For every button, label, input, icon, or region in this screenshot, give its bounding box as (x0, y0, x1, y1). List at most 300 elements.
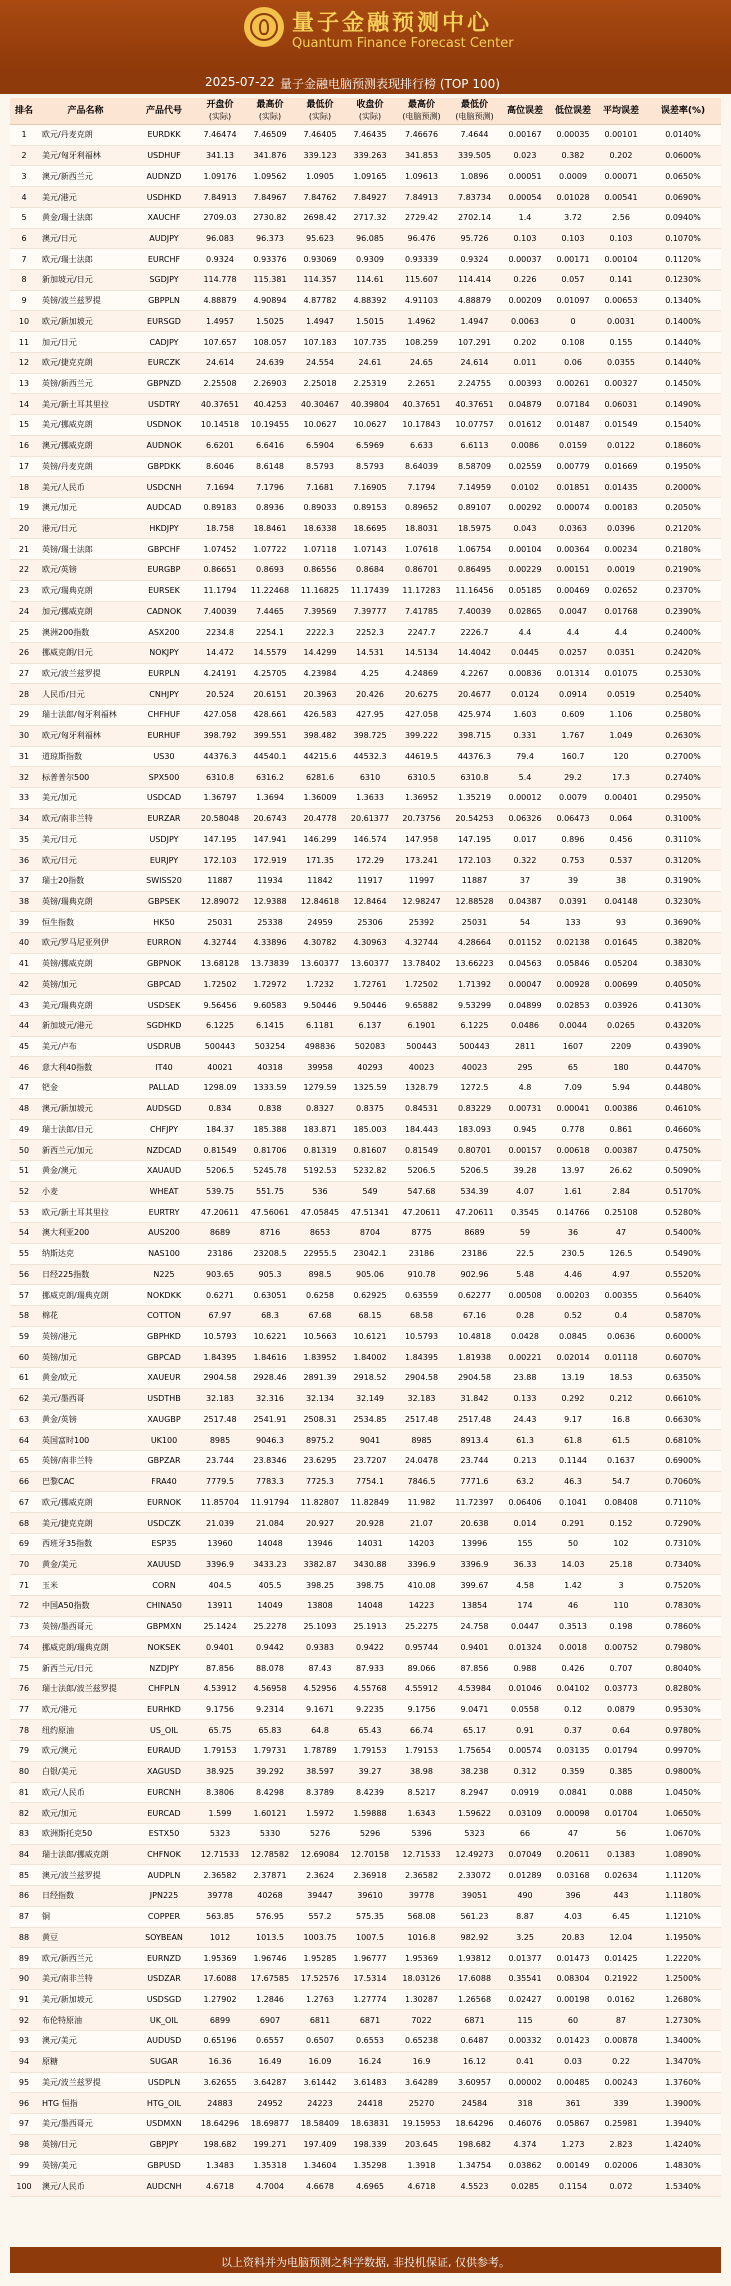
column-header-label: 低位误差 (554, 105, 591, 116)
table-cell: 0.93376 (245, 249, 295, 270)
table-cell: XAGUSD (133, 1761, 195, 1782)
table-cell: 21.039 (195, 1513, 245, 1534)
table-cell: 8.87 (501, 1906, 549, 1927)
table-cell: GBPMXN (133, 1616, 195, 1637)
table-cell: 2709.03 (195, 207, 245, 228)
column-header-label: 误差率(%) (660, 105, 706, 116)
table-cell: 13.73839 (245, 953, 295, 974)
table-cell: 5245.78 (245, 1160, 295, 1181)
table-cell: EURTRY (133, 1202, 195, 1223)
table-cell: 12.71533 (195, 1844, 245, 1865)
table-cell: 美元/匈牙利福林 (38, 145, 133, 166)
table-cell: 7.1681 (295, 477, 345, 498)
table-cell: 110 (597, 1596, 645, 1617)
table-cell: 4.28664 (448, 933, 501, 954)
table-cell: 23208.5 (245, 1243, 295, 1264)
table-cell: 12.70158 (345, 1844, 395, 1865)
table-cell: 23186 (395, 1243, 448, 1264)
table-cell: 0.0447 (501, 1616, 549, 1637)
table-cell: 0.01435 (597, 477, 645, 498)
table-cell: 0.81706 (245, 1140, 295, 1161)
table-cell: 410.08 (395, 1575, 448, 1596)
table-cell: 0.01075 (597, 663, 645, 684)
table-cell: SWISS20 (133, 870, 195, 891)
table-cell: 197.409 (295, 2134, 345, 2155)
table-cell: 1.93812 (448, 1948, 501, 1969)
table-cell: 107.291 (448, 332, 501, 353)
table-cell: 黄豆 (38, 1927, 133, 1948)
table-cell: 0.9800% (645, 1761, 721, 1782)
table-cell: 30 (10, 725, 38, 746)
table-cell: 1.79153 (395, 1741, 448, 1762)
table-cell: 561.23 (448, 1906, 501, 1927)
table-cell: 小麦 (38, 1181, 133, 1202)
table-cell: 0.02634 (597, 1865, 645, 1886)
table-row (10, 1430, 721, 1451)
table-cell: 6310.5 (395, 767, 448, 788)
table-cell: USDSGD (133, 1989, 195, 2010)
table-cell: WHEAT (133, 1181, 195, 1202)
table-cell: 8716 (245, 1223, 295, 1244)
table-cell: 1.26568 (448, 1989, 501, 2010)
table-cell: 9.2235 (345, 1699, 395, 1720)
table-cell: 1.59622 (448, 1803, 501, 1824)
table-cell: 1.7232 (295, 974, 345, 995)
table-cell: 0.07049 (501, 1844, 549, 1865)
table-cell: 0.00327 (597, 373, 645, 394)
table-cell: 9.1756 (195, 1699, 245, 1720)
table-cell: 82 (10, 1803, 38, 1824)
table-cell: 16 (10, 435, 38, 456)
table-cell: 0.1450% (645, 373, 721, 394)
table-cell: 10.6221 (245, 1326, 295, 1347)
table-cell: 0.202 (501, 332, 549, 353)
table-cell: 9.0471 (448, 1699, 501, 1720)
table-cell: 12.9388 (245, 891, 295, 912)
title-bar (0, 70, 731, 94)
table-cell: 47.20611 (448, 1202, 501, 1223)
table-cell: 36 (549, 1223, 597, 1244)
table-cell: 11842 (295, 870, 345, 891)
column-header (645, 98, 721, 125)
table-cell: 17.5314 (345, 1968, 395, 1989)
table-cell: 64 (10, 1430, 38, 1451)
table-cell: 398.25 (295, 1575, 345, 1596)
table-cell: 0.8936 (245, 497, 295, 518)
table-cell: 46.3 (549, 1471, 597, 1492)
table-cell: 0.896 (549, 829, 597, 850)
table-cell: 92 (10, 2010, 38, 2031)
table-cell: 0.778 (549, 1119, 597, 1140)
table-cell: 0.043 (501, 518, 549, 539)
table-cell: 2730.82 (245, 207, 295, 228)
table-cell: 英镑/波兰兹罗提 (38, 290, 133, 311)
table-cell: 85 (10, 1865, 38, 1886)
table-cell: 0.01377 (501, 1948, 549, 1969)
table-cell: 398.792 (195, 725, 245, 746)
table-cell: 1.96746 (245, 1948, 295, 1969)
table-cell: 0.5280% (645, 1202, 721, 1223)
table-cell: 英镑/加元 (38, 974, 133, 995)
table-cell: 1.5025 (245, 311, 295, 332)
table-cell: 2.36582 (195, 1865, 245, 1886)
table-cell: 0.0636 (597, 1326, 645, 1347)
table-cell: 185.388 (245, 1119, 295, 1140)
table-cell: 10.0627 (295, 415, 345, 436)
table-cell: 0.02006 (597, 2155, 645, 2176)
table-cell: 7754.1 (345, 1471, 395, 1492)
table-cell: 0.03926 (597, 995, 645, 1016)
table-cell: 18.6695 (345, 518, 395, 539)
table-cell: 钯金 (38, 1078, 133, 1099)
table-cell: 0.89153 (345, 497, 395, 518)
table-cell: 27 (10, 663, 38, 684)
table-cell: 0.385 (597, 1761, 645, 1782)
table-row (10, 684, 721, 705)
table-cell: 0.707 (597, 1658, 645, 1679)
table-cell: 0.2390% (645, 601, 721, 622)
table-cell: 982.92 (448, 1927, 501, 1948)
table-cell: 0.2190% (645, 560, 721, 581)
table-cell: 5396 (395, 1823, 448, 1844)
table-cell: 70 (10, 1554, 38, 1575)
table-cell: 60 (549, 2010, 597, 2031)
table-cell: 24883 (195, 2093, 245, 2114)
table-cell: GBPSEK (133, 891, 195, 912)
table-cell: CHFJPY (133, 1119, 195, 1140)
table-cell: 48 (10, 1098, 38, 1119)
table-cell: 114.778 (195, 270, 245, 291)
quantum-logo-icon (244, 7, 284, 47)
table-cell: 32 (10, 767, 38, 788)
table-cell: 13.19 (549, 1368, 597, 1389)
table-cell: 0.35541 (501, 1968, 549, 1989)
table-cell: 10.5663 (295, 1326, 345, 1347)
table-cell: 427.058 (195, 705, 245, 726)
table-cell: 0.0044 (549, 1015, 597, 1036)
table-cell: 44376.3 (195, 746, 245, 767)
table-cell: 新西兰元/日元 (38, 1658, 133, 1679)
table-row (10, 1451, 721, 1472)
table-cell: 0.03109 (501, 1803, 549, 1824)
table-cell: 5296 (345, 1823, 395, 1844)
table-cell: USDTHB (133, 1388, 195, 1409)
table-cell: 96.476 (395, 228, 448, 249)
table-cell: 0.0351 (597, 642, 645, 663)
table-cell: 114.414 (448, 270, 501, 291)
table-cell: 0.04387 (501, 891, 549, 912)
table-cell: 13946 (295, 1533, 345, 1554)
table-cell: 18.8461 (245, 518, 295, 539)
table-cell: 58 (10, 1305, 38, 1326)
table-cell: 12.04 (597, 1927, 645, 1948)
table-cell: 10.6121 (345, 1326, 395, 1347)
table-cell: 0.1041 (549, 1492, 597, 1513)
table-cell: 25306 (345, 912, 395, 933)
table-cell: 6811 (295, 2010, 345, 2031)
table-cell: 恒生指数 (38, 912, 133, 933)
table-cell: IT40 (133, 1057, 195, 1078)
table-row (10, 1015, 721, 1036)
table-cell: 17 (10, 456, 38, 477)
table-cell: 0.22 (597, 2051, 645, 2072)
table-cell: 0.2420% (645, 642, 721, 663)
table-cell: GBPZAR (133, 1451, 195, 1472)
column-header-label: 排名 (14, 105, 33, 116)
table-cell: 0.9401 (448, 1637, 501, 1658)
table-cell: 0.06031 (597, 394, 645, 415)
table-cell: 339.505 (448, 145, 501, 166)
table-cell: 1.5340% (645, 2176, 721, 2197)
table-cell: 2254.1 (245, 622, 295, 643)
table-cell: 0.00151 (549, 560, 597, 581)
table-cell: 25.1093 (295, 1616, 345, 1637)
table-cell: 38 (597, 870, 645, 891)
table-cell: 20.6743 (245, 808, 295, 829)
table-cell: 0.023 (501, 145, 549, 166)
table-cell: 7.46435 (345, 125, 395, 146)
table-cell: 115.607 (395, 270, 448, 291)
table-cell: 7.09 (549, 1078, 597, 1099)
table-cell: 欧元/加元 (38, 1803, 133, 1824)
table-cell: 0.2700% (645, 746, 721, 767)
table-cell: 0.5400% (645, 1223, 721, 1244)
table-row (10, 622, 721, 643)
table-cell: USDPLN (133, 2072, 195, 2093)
table-cell: 0.6810% (645, 1430, 721, 1451)
table-cell: 7.46474 (195, 125, 245, 146)
table-cell: 425.974 (448, 705, 501, 726)
table-cell: 纳斯达克 (38, 1243, 133, 1264)
table-cell: SPX500 (133, 767, 195, 788)
table-cell: 16.8 (597, 1409, 645, 1430)
table-cell: 0.202 (597, 145, 645, 166)
table-cell: 184.443 (395, 1119, 448, 1140)
table-cell: 美元/港元 (38, 187, 133, 208)
table-row (10, 746, 721, 767)
table-cell: 0.7860% (645, 1616, 721, 1637)
table-cell: 0.0063 (501, 311, 549, 332)
table-cell: 10.14518 (195, 415, 245, 436)
table-cell: 7.39569 (295, 601, 345, 622)
table-cell: 0.834 (195, 1098, 245, 1119)
table-cell: 0.03 (549, 2051, 597, 2072)
table-cell: 8.5217 (395, 1782, 448, 1803)
table-cell: 61 (10, 1368, 38, 1389)
table-cell: 6.45 (597, 1906, 645, 1927)
table-cell: 1.273 (549, 2134, 597, 2155)
table-row (10, 1741, 721, 1762)
table-cell: 4.91103 (395, 290, 448, 311)
table-cell: 0.1144 (549, 1451, 597, 1472)
table-cell: 4 (10, 187, 38, 208)
table-cell: 0.6900% (645, 1451, 721, 1472)
table-cell: 0.2580% (645, 705, 721, 726)
table-cell: 8.58709 (448, 456, 501, 477)
table-cell: 1.36797 (195, 788, 245, 809)
table-cell: 2.2651 (395, 373, 448, 394)
table-cell: 英镑/挪威克朗 (38, 953, 133, 974)
table-cell: 16.09 (295, 2051, 345, 2072)
table-row (10, 953, 721, 974)
table-cell: 2222.3 (295, 622, 345, 643)
table-cell: 8.5793 (295, 456, 345, 477)
table-cell: USDJPY (133, 829, 195, 850)
table-cell: 11.82849 (345, 1492, 395, 1513)
table-cell: 9046.3 (245, 1430, 295, 1451)
table-cell: 10.5793 (395, 1326, 448, 1347)
table-cell: 0.00234 (597, 539, 645, 560)
table-cell: 24418 (345, 2093, 395, 2114)
table-cell: 黄金/英镑 (38, 1409, 133, 1430)
table-cell: 0.01423 (549, 2031, 597, 2052)
table-cell: 0.945 (501, 1119, 549, 1140)
table-cell: 39.292 (245, 1761, 295, 1782)
table-cell: 13.60377 (345, 953, 395, 974)
table-cell: 68.3 (245, 1305, 295, 1326)
table-cell: SOYBEAN (133, 1927, 195, 1948)
table-cell: 1.4962 (395, 311, 448, 332)
table-cell: 4.90894 (245, 290, 295, 311)
table-cell: EURZAR (133, 808, 195, 829)
table-cell: 0.1340% (645, 290, 721, 311)
table-cell: 0.8040% (645, 1658, 721, 1679)
table-cell: 1.27902 (195, 1989, 245, 2010)
table-cell: 1.42 (549, 1575, 597, 1596)
table-cell: 0.212 (597, 1388, 645, 1409)
table-cell: 0.00047 (501, 974, 549, 995)
table-cell: 3.64289 (395, 2072, 448, 2093)
table-cell: 22 (10, 560, 38, 581)
table-cell: XAUGBP (133, 1409, 195, 1430)
table-cell: 0.00041 (549, 1098, 597, 1119)
table-cell: 8 (10, 270, 38, 291)
table-cell: 0.86556 (295, 560, 345, 581)
table-cell: 61.5 (597, 1430, 645, 1451)
table-cell: 0.4480% (645, 1078, 721, 1099)
table-cell: 0.0391 (549, 891, 597, 912)
table-cell: 0.8280% (645, 1678, 721, 1699)
table-cell: 77 (10, 1699, 38, 1720)
table-cell: 25270 (395, 2093, 448, 2114)
table-row (10, 974, 721, 995)
table-cell: 瑞士法郎/挪威克朗 (38, 1844, 133, 1865)
table-cell: EURGBP (133, 560, 195, 581)
table-cell: 39447 (295, 1886, 345, 1907)
table-cell: 1.3633 (345, 788, 395, 809)
table-cell: 68.15 (345, 1305, 395, 1326)
table-cell: 341.13 (195, 145, 245, 166)
table-cell: 0.0558 (501, 1699, 549, 1720)
table-cell: 75 (10, 1658, 38, 1679)
table-cell: 93 (597, 912, 645, 933)
table-cell: 18.64296 (448, 2114, 501, 2135)
table-cell: 2517.48 (448, 1409, 501, 1430)
table-row (10, 518, 721, 539)
table-row (10, 270, 721, 291)
table-cell: 1.3940% (645, 2114, 721, 2135)
table-cell: 20.73756 (395, 808, 448, 829)
table-cell: 61.3 (501, 1430, 549, 1451)
table-cell: 美元/人民币 (38, 477, 133, 498)
table-cell: 0.01152 (501, 933, 549, 954)
table-cell: 68 (10, 1513, 38, 1534)
table-cell: 澳元/波兰兹罗提 (38, 1865, 133, 1886)
column-header-label: 最高价 (407, 100, 435, 110)
table-row (10, 2134, 721, 2155)
table-header-row (10, 98, 721, 125)
table-cell: 88.078 (245, 1658, 295, 1679)
table-cell: 美元/挪威克朗 (38, 415, 133, 436)
table-cell: 0.1440% (645, 352, 721, 373)
table-cell: 0.9442 (245, 1637, 295, 1658)
table-row (10, 145, 721, 166)
table-cell: 396 (549, 1886, 597, 1907)
table-cell: 11997 (395, 870, 448, 891)
table-cell: 0.382 (549, 145, 597, 166)
table-cell: 547.68 (395, 1181, 448, 1202)
table-cell: XAUEUR (133, 1368, 195, 1389)
table-cell: 0.02014 (549, 1347, 597, 1368)
table-cell: 17.6088 (195, 1968, 245, 1989)
table-cell: 1.30287 (395, 1989, 448, 2010)
table-cell: 1.84616 (245, 1347, 295, 1368)
table-cell: 0.5090% (645, 1160, 721, 1181)
table-cell: 0.6000% (645, 1326, 721, 1347)
table-cell: 0.198 (597, 1616, 645, 1637)
table-cell: 1.049 (597, 725, 645, 746)
table-cell: 6.1225 (195, 1015, 245, 1036)
table-row (10, 415, 721, 436)
table-cell: 0.00836 (501, 663, 549, 684)
table-cell: 1.4957 (195, 311, 245, 332)
table-cell: 32.183 (395, 1388, 448, 1409)
table-cell: 澳大利亚200 (38, 1223, 133, 1244)
table-cell: 37 (501, 870, 549, 891)
table-cell: 1.78789 (295, 1741, 345, 1762)
table-cell: 0.00101 (597, 125, 645, 146)
ranking-table (10, 98, 721, 2197)
table-row (10, 2093, 721, 2114)
table-cell: 40.30467 (295, 394, 345, 415)
table-cell: 0.3230% (645, 891, 721, 912)
table-cell: 0.6557 (245, 2031, 295, 2052)
table-cell: 美元/卢布 (38, 1036, 133, 1057)
table-cell: 1333.59 (245, 1078, 295, 1099)
table-cell: 0.00051 (501, 166, 549, 187)
table-cell: 0.1230% (645, 270, 721, 291)
table-row (10, 601, 721, 622)
table-cell: 102 (597, 1533, 645, 1554)
column-header (448, 98, 501, 125)
table-cell: 398.725 (345, 725, 395, 746)
table-cell: 23 (10, 580, 38, 601)
table-cell: 0.0845 (549, 1326, 597, 1347)
table-cell: 4.25 (345, 663, 395, 684)
table-cell: 12.88528 (448, 891, 501, 912)
table-cell: GBPUSD (133, 2155, 195, 2176)
table-cell: 0.05867 (549, 2114, 597, 2135)
table-cell: 404.5 (195, 1575, 245, 1596)
table-cell: 0.06406 (501, 1492, 549, 1513)
table-cell: 9.2314 (245, 1699, 295, 1720)
table-cell: 575.35 (345, 1906, 395, 1927)
table-cell: 0.426 (549, 1658, 597, 1679)
table-cell: 0.2120% (645, 518, 721, 539)
brand-name-en: Quantum Finance Forecast Center (292, 36, 514, 51)
table-cell: 0.014 (501, 1513, 549, 1534)
table-cell: 6.633 (395, 435, 448, 456)
